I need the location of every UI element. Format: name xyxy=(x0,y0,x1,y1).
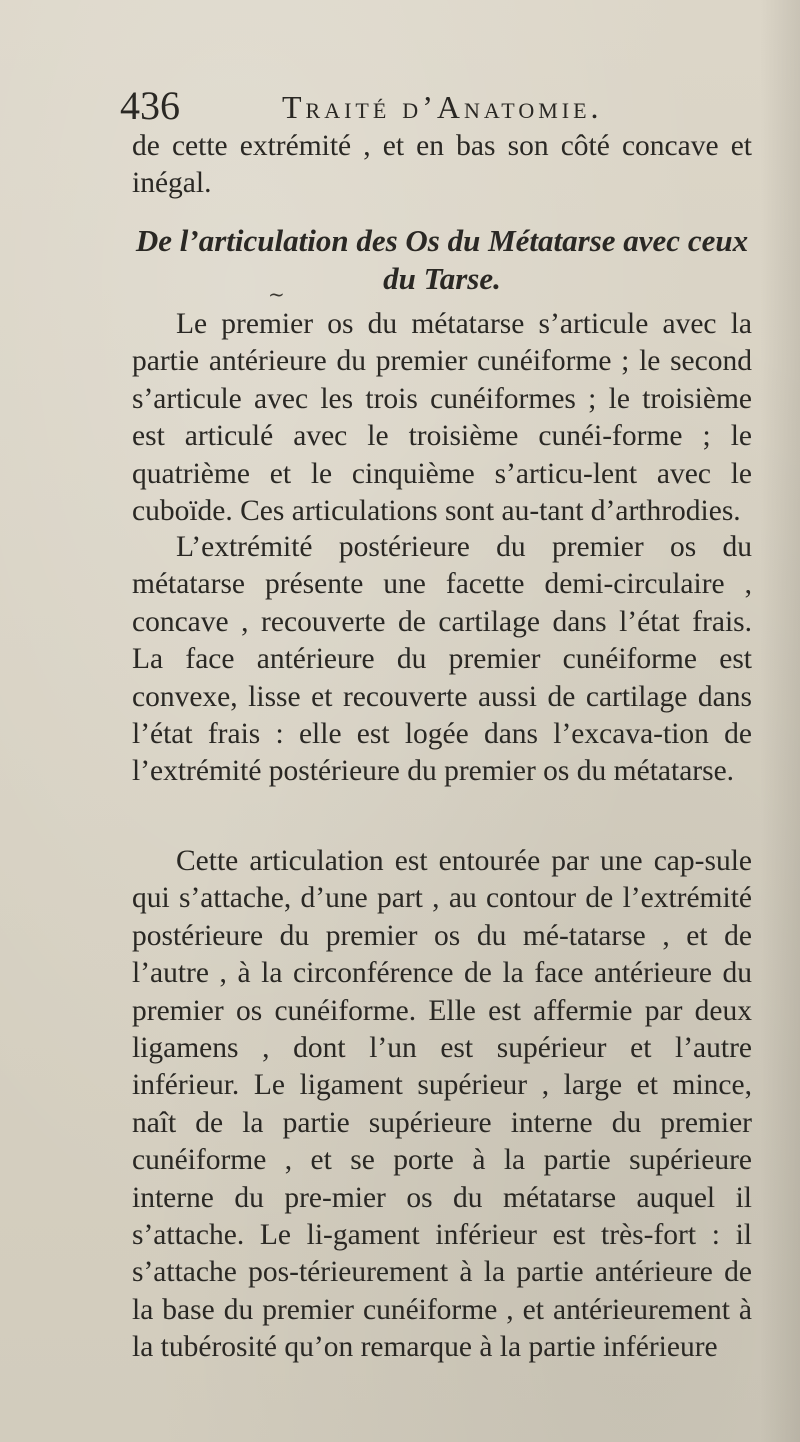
body-paragraph: Le premier os du métatarse s’articule avec la partie antérieure du premier cunéiforme ; le second s’articule avec les trois cunéiformes ; le troisième est articulé avec le troisième cunéi-forme ; le quatrième et le cinquième s’articu-lent avec le cuboïde. Ces articulations sont au-tant d’arthrodies. xyxy=(132,308,752,528)
page-edge-shadow xyxy=(760,0,800,1442)
page-number: 436 xyxy=(120,83,180,128)
body-paragraph: L’extrémité postérieure du premier os du métatarse présente une facette demi-circulaire , concave , recouverte de cartilage dans l’état frais. La face antérieure du premier cunéiforme est convexe, lisse et recouverte aussi de cartilage dans l’état frais : elle est logée dans l’excava-tion de l’extrémité postérieure du premier os du métatarse. xyxy=(132,531,752,788)
section-heading: De l’articulation des Os du Métatarse avec ceux du Tarse. xyxy=(135,223,749,296)
heading-ornament: ~ xyxy=(268,282,285,306)
running-title: Traité d’Anatomie. xyxy=(282,89,603,125)
intro-paragraph: de cette extrémité , et en bas son côté concave et inégal. xyxy=(132,130,752,200)
body-paragraph: Cette articulation est entourée par une cap-sule qui s’attache, d’une part , au contour de l’extrémité postérieure du premier os du mé-tatarse , et de l’autre , à la circonférence de la face antérieure du premier os cunéiforme. Elle est affermie par deux ligamens , dont l’un est supérieur et l’autre inférieur. Le ligament supérieur , large et mince, naît de la partie supérieure interne du premier cunéiforme , et se porte à la partie supérieure interne du pre-mier os du métatarse auquel il s’attache. Le li-gament inférieur est très-fort : il s’attache pos-térieurement à la partie antérieure de la base du premier cunéiforme , et antérieurement à la tubérosité qu’on remarque à la partie inférieure xyxy=(132,845,752,1364)
